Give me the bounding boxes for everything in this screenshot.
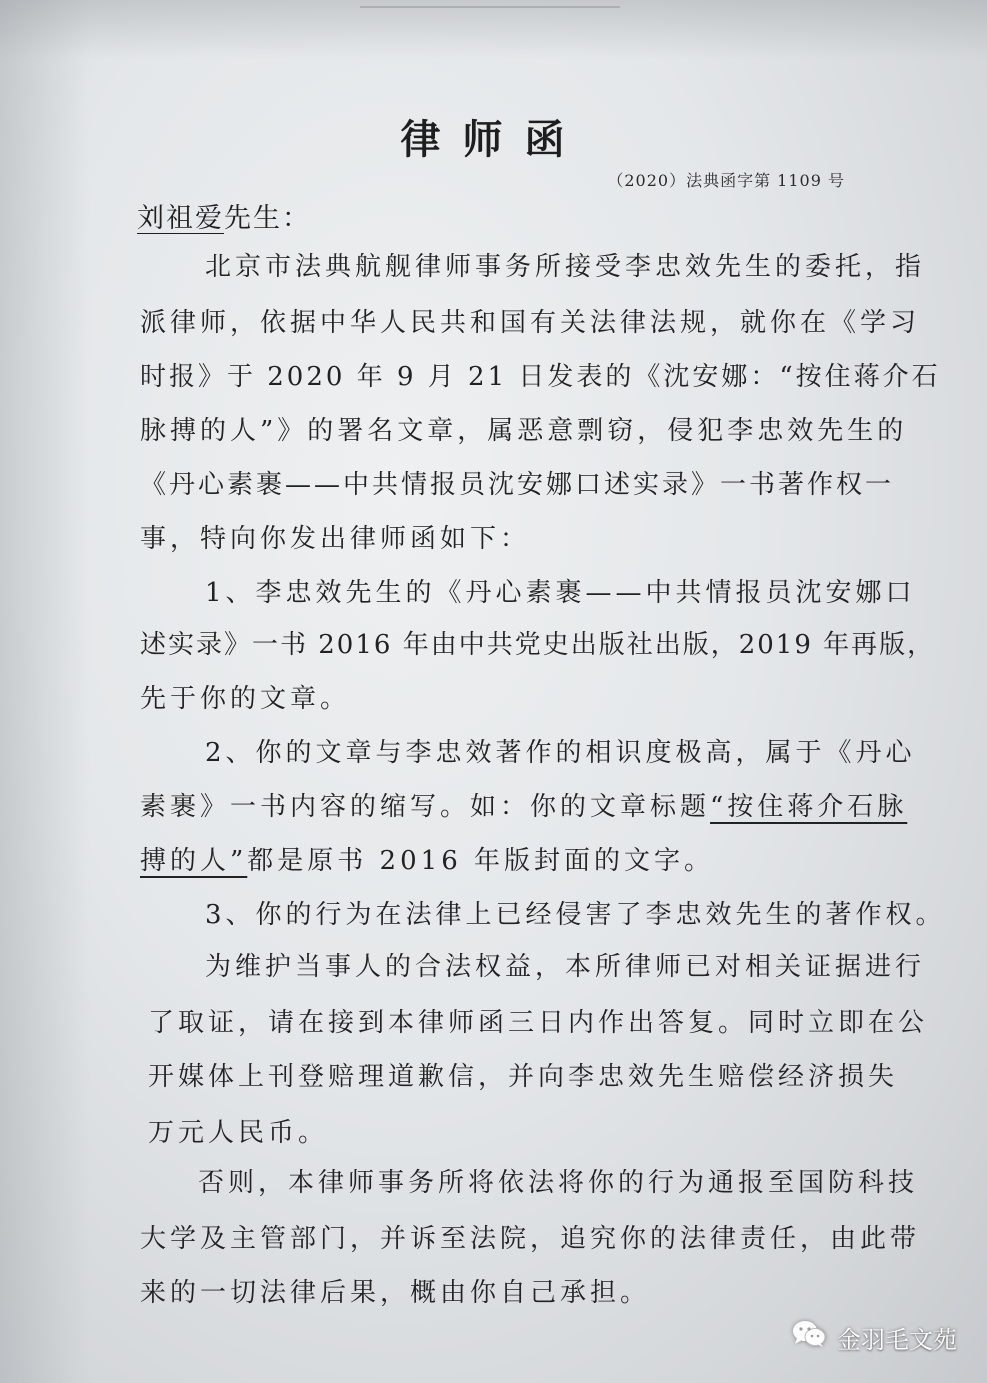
paper-shadow-top — [0, 0, 987, 60]
item-2-line-1: 2、你的文章与李忠效著作的相识度极高，属于《丹心 — [205, 738, 916, 768]
body-line-4: 脉搏的人”》的署名文章，属恶意剽窃，侵犯李忠效先生的 — [140, 416, 908, 446]
letter-title: 律师函 — [400, 116, 587, 163]
item-2-line-3-text: 都是原书 2016 年版封面的文字。 — [247, 846, 714, 876]
item-2-line-2-text: 素裹》一书内容的缩写。如：你的文章标题 — [140, 792, 711, 822]
item-2-line-3 — [140, 844, 714, 878]
recipient-line — [137, 196, 311, 235]
body-line-6: 事，特向你发出律师函如下： — [140, 524, 531, 554]
paper-shadow-left — [0, 0, 90, 1383]
recipient-suffix: 先生： — [224, 203, 311, 234]
watermark-text: 金羽毛文苑 — [837, 1325, 957, 1354]
item-1-line-1: 1、李忠效先生的《丹心素裹——中共情报员沈安娜口 — [205, 578, 916, 608]
document-number: （2020）法典函字第 1109 号 — [607, 171, 845, 190]
closing-line-2: 大学及主管部门，并诉至法院，追究你的法律责任，由此带 — [140, 1224, 921, 1254]
demand-line-2: 了取证，请在接到本律师函三日内作出答复。同时立即在公 — [148, 1008, 929, 1038]
item-1-line-2: 述实录》一书 2016 年由中共党史出版社出版，2019 年再版， — [140, 630, 936, 660]
item-1-line-3: 先于你的文章。 — [140, 684, 351, 714]
wechat-icon — [791, 1319, 827, 1355]
item-2-line-2 — [140, 790, 907, 824]
quoted-title-underlined: “按住蒋介石脉 — [710, 792, 908, 822]
body-line-2: 派律师，依据中华人民共和国有关法律法规，就你在《学习 — [140, 308, 921, 338]
recipient-name: 刘祖爱 — [137, 203, 224, 234]
body-line-1: 北京市法典航舰律师事务所接受李忠效先生的委托，指 — [205, 252, 926, 282]
body-line-5: 《丹心素裹——中共情报员沈安娜口述实录》一书著作权一 — [140, 470, 895, 500]
closing-line-1: 否则，本律师事务所将依法将你的行为通报至国防科技 — [198, 1168, 919, 1198]
demand-line-4: 万元人民币。 — [148, 1118, 329, 1148]
wechat-watermark — [791, 1319, 957, 1355]
body-line-3: 时报》于 2020 年 9 月 21 日发表的《沈安娜：“按住蒋介石 — [140, 362, 941, 392]
item-3-line-1: 3、你的行为在法律上已经侵害了李忠效先生的著作权。 — [205, 900, 946, 930]
closing-line-3: 来的一切法律后果，概由你自己承担。 — [140, 1278, 651, 1308]
demand-line-1: 为维护当事人的合法权益，本所律师已对相关证据进行 — [205, 952, 926, 982]
quoted-title-underlined-cont: 搏的人” — [140, 846, 248, 876]
demand-line-3: 开媒体上刊登赔理道歉信，并向李忠效先生赔偿经济损失 — [148, 1062, 899, 1092]
top-edge-residue — [360, 0, 620, 8]
